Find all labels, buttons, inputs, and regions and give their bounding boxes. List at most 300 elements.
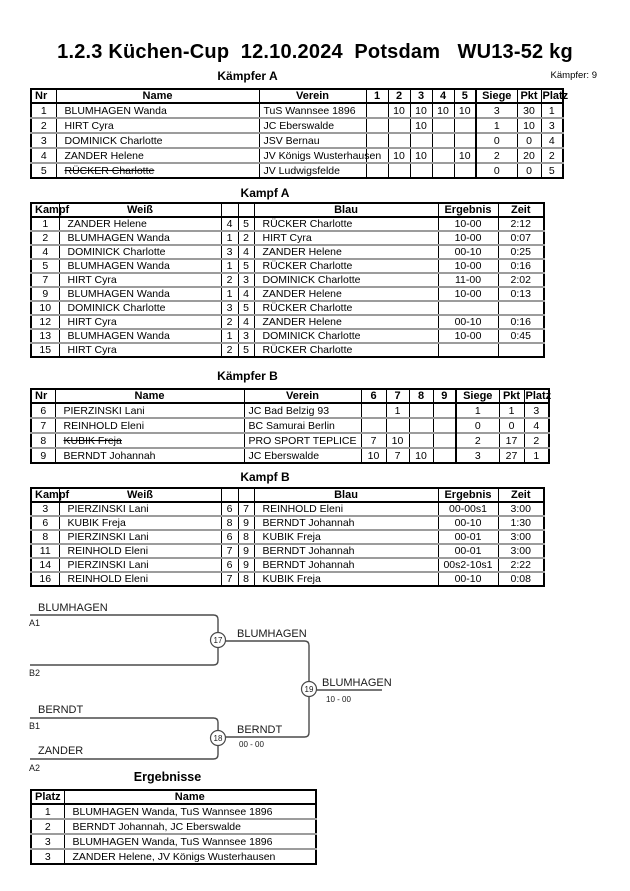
weiss-nr-cell: 7	[221, 544, 238, 558]
nr-cell: 4	[31, 148, 56, 163]
score-cell	[409, 403, 433, 418]
result-name-cell: ZANDER Helene, JV Königs Wusterhausen	[64, 849, 316, 864]
verein-cell: JV Königs Wusterhausen	[259, 148, 366, 163]
blau-nr-cell: 5	[238, 217, 254, 231]
fighter-name: REINHOLD Eleni	[63, 419, 145, 432]
col-wnr	[221, 203, 238, 217]
result-name-cell: BLUMHAGEN Wanda, TuS Wannsee 1896	[64, 804, 316, 819]
kampf-cell: 15	[31, 343, 59, 357]
blau-cell: BERNDT Johannah	[254, 558, 438, 572]
score-cell	[361, 403, 386, 418]
ergebnis-cell	[438, 343, 498, 357]
score-cell: 10	[388, 103, 410, 118]
blau-nr-cell: 4	[238, 315, 254, 329]
siege-cell: 3	[476, 103, 517, 118]
ergebnis-cell: 00-10	[438, 572, 498, 586]
kampf-cell: 7	[31, 273, 59, 287]
score-cell	[366, 103, 388, 118]
zeit-cell: 2:22	[498, 558, 544, 572]
weiss-cell: HIRT Cyra	[59, 273, 221, 287]
platz-cell: 2	[524, 433, 549, 448]
score-cell	[432, 118, 454, 133]
col-kampf: Kampf	[31, 203, 59, 217]
nr-cell: 6	[31, 403, 55, 418]
weiss-nr-cell: 7	[221, 572, 238, 586]
ergebnis-cell	[438, 301, 498, 315]
fighter-name: BERNDT Johannah	[63, 449, 156, 462]
blau-cell: RÜCKER Charlotte	[254, 343, 438, 357]
blau-cell: RÜCKER Charlotte	[254, 259, 438, 273]
weiss-cell: PIERZINSKI Lani	[59, 558, 221, 572]
kampf-cell: 1	[31, 217, 59, 231]
score-cell	[432, 148, 454, 163]
kaempfer-a-table	[30, 88, 569, 179]
siege-cell: 1	[456, 403, 499, 418]
platz-cell: 1	[541, 103, 563, 118]
ergebnis-cell: 00-01	[438, 530, 498, 544]
platz-cell: 1	[524, 448, 549, 463]
result-row	[31, 834, 316, 849]
blau-cell: REINHOLD Eleni	[254, 502, 438, 516]
kampf-cell: 5	[31, 259, 59, 273]
result-name-cell: BLUMHAGEN Wanda, TuS Wannsee 1896	[64, 834, 316, 849]
name-cell	[55, 403, 244, 418]
col-name: Name	[64, 790, 316, 804]
fighter-row	[31, 163, 563, 178]
kampf-a-table	[30, 202, 545, 358]
zeit-cell: 3:00	[498, 502, 544, 516]
fighters-count: Kämpfer: 9	[550, 70, 597, 81]
bracket-semi2-number: 18	[213, 734, 223, 743]
zeit-cell	[498, 343, 544, 357]
score-cell	[454, 133, 476, 148]
bracket-seed2-slot: B2	[29, 668, 41, 678]
blau-nr-cell: 4	[238, 245, 254, 259]
section-heading-kaempfer-b: Kämpfer B	[217, 369, 278, 383]
score-cell	[388, 118, 410, 133]
platz-cell: 3	[31, 834, 64, 849]
score-cell	[388, 163, 410, 178]
weiss-nr-cell: 2	[221, 343, 238, 357]
fighter-name: RÜCKER Charlotte	[64, 164, 155, 177]
weiss-cell: BLUMHAGEN Wanda	[59, 259, 221, 273]
bout-row	[31, 544, 544, 558]
col-verein: Verein	[259, 89, 366, 103]
bracket-seed3-slot: B1	[29, 721, 41, 731]
pkt-cell: 0	[499, 418, 524, 433]
weiss-cell: HIRT Cyra	[59, 343, 221, 357]
blau-nr-cell: 3	[238, 329, 254, 343]
blau-nr-cell: 8	[238, 530, 254, 544]
bracket-final-number: 19	[304, 685, 314, 694]
blau-nr-cell: 9	[238, 544, 254, 558]
col-nr: Nr	[31, 89, 56, 103]
blau-cell: ZANDER Helene	[254, 315, 438, 329]
zeit-cell: 0:45	[498, 329, 544, 343]
col-7: 7	[386, 389, 409, 403]
weiss-cell: REINHOLD Eleni	[59, 544, 221, 558]
weiss-nr-cell: 1	[221, 231, 238, 245]
pkt-cell: 27	[499, 448, 524, 463]
fighter-row	[31, 103, 563, 118]
bout-row	[31, 329, 544, 343]
pkt-cell: 0	[517, 133, 541, 148]
result-row	[31, 804, 316, 819]
pkt-cell: 1	[499, 403, 524, 418]
name-cell	[56, 133, 259, 148]
section-heading-kampf-b: Kampf B	[240, 470, 290, 484]
blau-cell: HIRT Cyra	[254, 231, 438, 245]
score-cell: 10	[388, 148, 410, 163]
blau-nr-cell: 9	[238, 558, 254, 572]
fighter-name: DOMINICK Charlotte	[64, 134, 163, 147]
blau-nr-cell: 7	[238, 502, 254, 516]
col-name: Name	[56, 89, 259, 103]
blau-nr-cell: 4	[238, 287, 254, 301]
score-cell	[366, 133, 388, 148]
col-wnr	[221, 488, 238, 502]
col-name: Name	[55, 389, 244, 403]
weiss-cell: PIERZINSKI Lani	[59, 502, 221, 516]
bracket-semi2-score: 00 - 00	[239, 740, 264, 749]
section-heading-kaempfer-a: Kämpfer A	[217, 69, 278, 83]
blau-cell: KUBIK Freja	[254, 572, 438, 586]
kampf-cell: 10	[31, 301, 59, 315]
nr-cell: 8	[31, 433, 55, 448]
score-cell	[454, 163, 476, 178]
pkt-cell: 20	[517, 148, 541, 163]
blau-nr-cell: 5	[238, 259, 254, 273]
verein-cell: JC Bad Belzig 93	[244, 403, 361, 418]
kaempfer-b-table	[30, 388, 550, 464]
fighter-name: KUBIK Freja	[63, 434, 122, 447]
ergebnis-cell: 00-10	[438, 516, 498, 530]
platz-cell: 4	[524, 418, 549, 433]
bout-row	[31, 530, 544, 544]
score-cell	[361, 418, 386, 433]
ergebnis-cell: 10-00	[438, 259, 498, 273]
platz-cell: 3	[524, 403, 549, 418]
col-zeit: Zeit	[498, 203, 544, 217]
platz-cell: 4	[541, 133, 563, 148]
verein-cell: JC Eberswalde	[259, 118, 366, 133]
col-platz: Platz	[525, 390, 552, 402]
col-ergebnis: Ergebnis	[438, 488, 498, 502]
score-cell	[432, 133, 454, 148]
col-3: 3	[410, 89, 432, 103]
weiss-cell: HIRT Cyra	[59, 315, 221, 329]
weiss-cell: ZANDER Helene	[59, 217, 221, 231]
kampf-cell: 4	[31, 245, 59, 259]
kampf-cell: 12	[31, 315, 59, 329]
kampf-b-table	[30, 487, 545, 587]
zeit-cell: 3:00	[498, 544, 544, 558]
zeit-cell: 2:02	[498, 273, 544, 287]
blau-cell: ZANDER Helene	[254, 287, 438, 301]
fighter-row	[31, 133, 563, 148]
score-cell	[409, 418, 433, 433]
kaempfer-a-body	[31, 103, 563, 178]
ergebnisse-body	[31, 804, 316, 864]
score-cell: 10	[410, 148, 432, 163]
fighter-row	[31, 403, 549, 418]
bracket-semi2-winner: BERNDT	[237, 724, 283, 736]
col-siege: Siege	[476, 89, 517, 103]
fighter-name: BLUMHAGEN Wanda	[64, 104, 167, 117]
pkt-cell: 10	[517, 118, 541, 133]
zeit-cell: 0:13	[498, 287, 544, 301]
col-weiss: Weiß	[59, 488, 221, 502]
weiss-cell: BLUMHAGEN Wanda	[59, 287, 221, 301]
bout-row	[31, 217, 544, 231]
col-verein: Verein	[244, 389, 361, 403]
bout-row	[31, 287, 544, 301]
score-cell: 10	[409, 448, 433, 463]
bracket-semi1-number: 17	[213, 636, 223, 645]
blau-cell: KUBIK Freja	[254, 530, 438, 544]
zeit-cell: 0:16	[498, 315, 544, 329]
col-6: 6	[361, 389, 386, 403]
weiss-nr-cell: 1	[221, 287, 238, 301]
col-5: 5	[454, 89, 476, 103]
score-cell: 7	[361, 433, 386, 448]
siege-cell: 2	[476, 148, 517, 163]
nr-cell: 9	[31, 448, 55, 463]
col-weiss: Weiß	[59, 203, 221, 217]
col-2: 2	[388, 89, 410, 103]
score-cell: 10	[432, 103, 454, 118]
kampf-b-header	[31, 488, 544, 502]
kampf-cell: 11	[31, 544, 59, 558]
fighter-row	[31, 433, 549, 448]
col-blau: Blau	[254, 203, 438, 217]
score-cell	[409, 433, 433, 448]
col-nr: Nr	[31, 389, 55, 403]
score-cell	[432, 163, 454, 178]
zeit-cell: 2:12	[498, 217, 544, 231]
bracket-final-score: 10 - 00	[326, 695, 351, 704]
col-platz: Platz	[542, 90, 569, 102]
score-cell	[433, 403, 456, 418]
verein-cell: BC Samurai Berlin	[244, 418, 361, 433]
col-bnr	[238, 488, 254, 502]
zeit-cell	[498, 301, 544, 315]
siege-cell: 3	[456, 448, 499, 463]
col-pkt: Pkt	[499, 389, 524, 403]
siege-cell: 0	[456, 418, 499, 433]
weiss-nr-cell: 3	[221, 245, 238, 259]
ergebnis-cell: 00-10	[438, 315, 498, 329]
weiss-cell: BLUMHAGEN Wanda	[59, 231, 221, 245]
kampf-cell: 13	[31, 329, 59, 343]
platz-cell: 5	[541, 163, 563, 178]
ergebnis-cell: 00-10	[438, 245, 498, 259]
platz-cell: 3	[541, 118, 563, 133]
result-name-cell: BERNDT Johannah, JC Eberswalde	[64, 819, 316, 834]
ergebnisse-header	[31, 790, 316, 804]
pkt-cell: 17	[499, 433, 524, 448]
col-blau: Blau	[254, 488, 438, 502]
bout-row	[31, 259, 544, 273]
kampf-cell: 2	[31, 231, 59, 245]
score-cell: 10	[454, 103, 476, 118]
blau-cell: RÜCKER Charlotte	[254, 217, 438, 231]
col-pkt: Pkt	[517, 89, 541, 103]
bracket-semi1-lines	[30, 615, 218, 665]
kampf-cell: 8	[31, 530, 59, 544]
weiss-cell: DOMINICK Charlotte	[59, 301, 221, 315]
kampf-a-body	[31, 217, 544, 357]
weiss-nr-cell: 4	[221, 217, 238, 231]
score-cell	[433, 448, 456, 463]
score-cell: 10	[410, 118, 432, 133]
ergebnis-cell: 00s2-10s1	[438, 558, 498, 572]
blau-nr-cell: 2	[238, 231, 254, 245]
blau-nr-cell: 3	[238, 273, 254, 287]
weiss-nr-cell: 6	[221, 502, 238, 516]
bout-row	[31, 273, 544, 287]
col-8: 8	[409, 389, 433, 403]
col-ergebnis: Ergebnis	[438, 203, 498, 217]
score-cell	[386, 418, 409, 433]
score-cell: 7	[386, 448, 409, 463]
score-cell	[366, 163, 388, 178]
kampf-cell: 3	[31, 502, 59, 516]
blau-cell: ZANDER Helene	[254, 245, 438, 259]
weiss-cell: DOMINICK Charlotte	[59, 245, 221, 259]
bracket-seed1-slot: A1	[29, 618, 41, 628]
fighter-row	[31, 148, 563, 163]
name-cell	[56, 118, 259, 133]
blau-cell: DOMINICK Charlotte	[254, 329, 438, 343]
ergebnis-cell: 10-00	[438, 287, 498, 301]
section-heading-kampf-a: Kampf A	[240, 186, 290, 200]
bracket-seed1-name: BLUMHAGEN	[38, 602, 108, 614]
score-cell	[454, 118, 476, 133]
col-9: 9	[433, 389, 456, 403]
name-cell	[56, 103, 259, 118]
nr-cell: 2	[31, 118, 56, 133]
weiss-nr-cell: 1	[221, 259, 238, 273]
siege-cell: 2	[456, 433, 499, 448]
weiss-nr-cell: 2	[221, 273, 238, 287]
ergebnisse-table	[30, 789, 317, 865]
col-1: 1	[366, 89, 388, 103]
result-row	[31, 819, 316, 834]
bout-row	[31, 245, 544, 259]
kaempfer-b-body	[31, 403, 549, 463]
bout-row	[31, 572, 544, 586]
nr-cell: 5	[31, 163, 56, 178]
weiss-nr-cell: 3	[221, 301, 238, 315]
blau-cell: DOMINICK Charlotte	[254, 273, 438, 287]
nr-cell: 7	[31, 418, 55, 433]
name-cell	[56, 148, 259, 163]
fighter-name: ZANDER Helene	[64, 149, 144, 162]
fighter-row	[31, 118, 563, 133]
verein-cell: TuS Wannsee 1896	[259, 103, 366, 118]
weiss-cell: REINHOLD Eleni	[59, 572, 221, 586]
siege-cell: 0	[476, 163, 517, 178]
score-cell	[410, 163, 432, 178]
zeit-cell: 0:07	[498, 231, 544, 245]
verein-cell: PRO SPORT TEPLICE	[244, 433, 361, 448]
bracket-seed4-name: ZANDER	[38, 745, 84, 757]
name-cell	[55, 418, 244, 433]
platz-cell: 1	[31, 804, 64, 819]
kampf-cell: 9	[31, 287, 59, 301]
bracket-semi1-winner: BLUMHAGEN	[237, 628, 307, 640]
bout-row	[31, 231, 544, 245]
verein-cell: JV Ludwigsfelde	[259, 163, 366, 178]
pkt-cell: 0	[517, 163, 541, 178]
name-cell	[55, 433, 244, 448]
result-row	[31, 849, 316, 864]
fighter-row	[31, 418, 549, 433]
bracket-final-winner: BLUMHAGEN	[322, 677, 392, 689]
fighter-name: PIERZINSKI Lani	[63, 404, 145, 417]
score-cell	[433, 418, 456, 433]
ergebnis-cell: 00-00s1	[438, 502, 498, 516]
blau-nr-cell: 5	[238, 301, 254, 315]
kampf-cell: 16	[31, 572, 59, 586]
weiss-nr-cell: 6	[221, 530, 238, 544]
col-kampf: Kampf	[31, 488, 59, 502]
kampf-b-body	[31, 502, 544, 586]
bracket-seed3-name: BERNDT	[38, 704, 84, 716]
platz-cell: 2	[31, 819, 64, 834]
pkt-cell: 30	[517, 103, 541, 118]
zeit-cell: 0:08	[498, 572, 544, 586]
zeit-cell: 1:30	[498, 516, 544, 530]
score-cell: 1	[386, 403, 409, 418]
ergebnis-cell: 11-00	[438, 273, 498, 287]
section-heading-ergebnisse: Ergebnisse	[133, 770, 202, 784]
ergebnis-cell: 10-00	[438, 217, 498, 231]
blau-cell: BERNDT Johannah	[254, 516, 438, 530]
col-zeit: Zeit	[498, 488, 544, 502]
zeit-cell: 0:16	[498, 259, 544, 273]
platz-cell: 2	[541, 148, 563, 163]
bracket-semi1-to-final	[226, 641, 310, 684]
name-cell	[56, 163, 259, 178]
col-platz: Platz	[31, 790, 64, 804]
blau-cell: BERNDT Johannah	[254, 544, 438, 558]
weiss-nr-cell: 6	[221, 558, 238, 572]
fighter-row	[31, 448, 549, 463]
bout-row	[31, 558, 544, 572]
bout-row	[31, 301, 544, 315]
score-cell: 10	[454, 148, 476, 163]
ergebnis-cell: 10-00	[438, 329, 498, 343]
kaempfer-a-header	[31, 89, 569, 103]
blau-nr-cell: 5	[238, 343, 254, 357]
siege-cell: 0	[476, 133, 517, 148]
weiss-nr-cell: 8	[221, 516, 238, 530]
nr-cell: 1	[31, 103, 56, 118]
verein-cell: JC Eberswalde	[244, 448, 361, 463]
score-cell	[366, 118, 388, 133]
bout-row	[31, 516, 544, 530]
weiss-nr-cell: 2	[221, 315, 238, 329]
kampf-cell: 14	[31, 558, 59, 572]
blau-cell: RÜCKER Charlotte	[254, 301, 438, 315]
score-cell: 10	[386, 433, 409, 448]
nr-cell: 3	[31, 133, 56, 148]
score-cell	[433, 433, 456, 448]
blau-nr-cell: 8	[238, 572, 254, 586]
zeit-cell: 3:00	[498, 530, 544, 544]
